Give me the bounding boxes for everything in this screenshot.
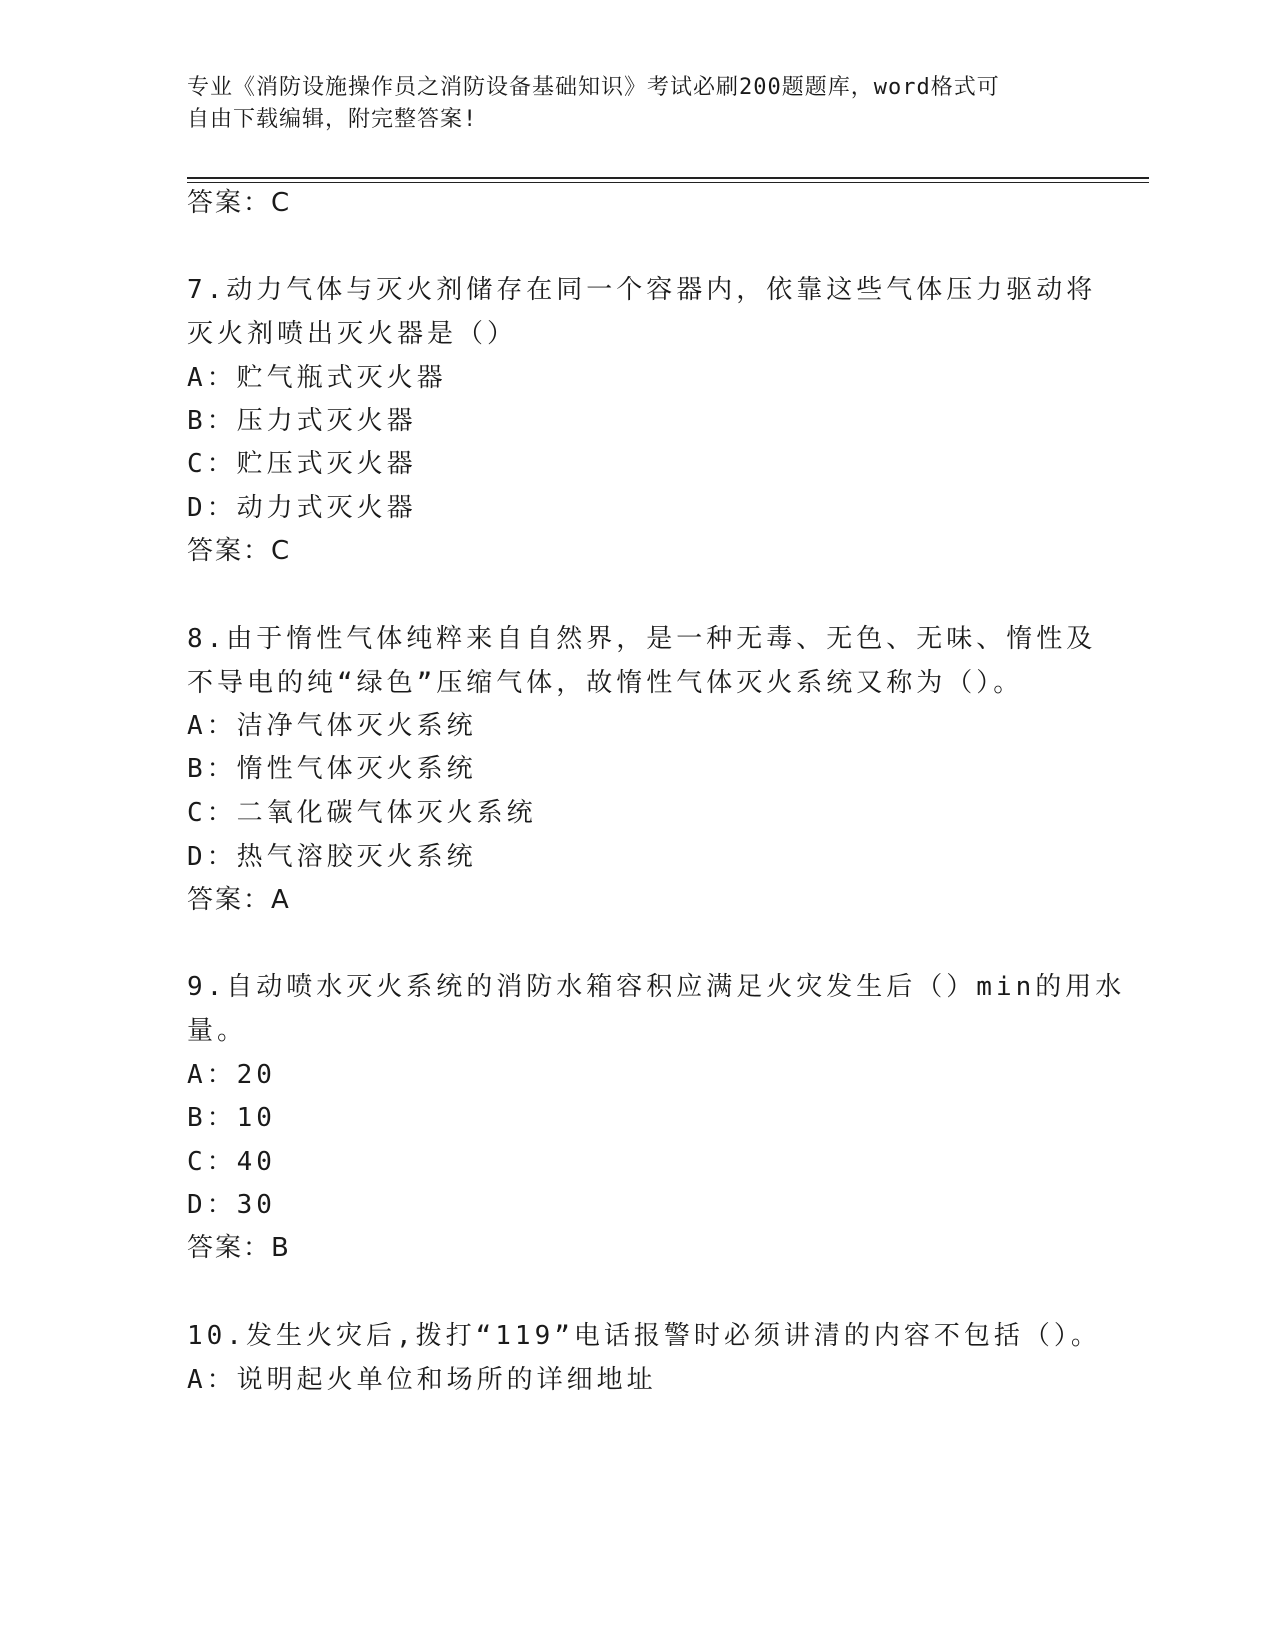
header-divider-thin: [187, 182, 1149, 183]
q7-stem-line-2: 灭火剂喷出灭火器是（）: [187, 319, 518, 349]
q8-option-d: D：热气溶胶灭火系统: [187, 842, 477, 872]
q8-option-b: B：惰性气体灭火系统: [187, 754, 477, 784]
q7-option-b: B：压力式灭火器: [187, 406, 417, 436]
q10-stem-line-1: 10.发生火灾后,拨打“119”电话报警时必须讲清的内容不包括（）。: [187, 1321, 1101, 1351]
q9-option-d: D：30: [187, 1190, 276, 1220]
q10-option-a: A：说明起火单位和场所的详细地址: [187, 1365, 657, 1395]
q9-option-a: A：20: [187, 1060, 276, 1090]
q9-option-b: B：10: [187, 1103, 276, 1133]
q8-stem-line-2: 不导电的纯“绿色”压缩气体，故惰性气体灭火系统又称为（）。: [187, 668, 1024, 698]
q7-option-a: A：贮气瓶式灭火器: [187, 363, 447, 393]
document-header: [187, 72, 1067, 136]
q8-option-a: A：洁净气体灭火系统: [187, 711, 477, 741]
q9-stem-line-1: 9.自动喷水灭火系统的消防水箱容积应满足火灾发生后（）min的用水: [187, 972, 1126, 1002]
header-divider-thick: [187, 177, 1149, 179]
q8-option-c: C：二氧化碳气体灭火系统: [187, 798, 537, 828]
q8-answer: 答案：A: [187, 885, 291, 915]
q7-answer: 答案：C: [187, 536, 292, 566]
q7-option-d: D：动力式灭火器: [187, 493, 417, 523]
q7-stem-line-1: 7.动力气体与灭火剂储存在同一个容器内，依靠这些气体压力驱动将: [187, 275, 1097, 305]
q8-stem-line-1: 8.由于惰性气体纯粹来自自然界，是一种无毒、无色、无味、惰性及: [187, 624, 1097, 654]
header-line-1: 专业《消防设施操作员之消防设备基础知识》考试必刷200题题库，word格式可: [187, 75, 1000, 100]
q9-option-c: C：40: [187, 1147, 276, 1177]
header-line-2: 自由下载编辑，附完整答案!: [187, 107, 478, 132]
prev-answer: 答案：C: [187, 188, 292, 218]
q9-answer: 答案：B: [187, 1233, 291, 1263]
q7-option-c: C：贮压式灭火器: [187, 449, 417, 479]
q9-stem-line-2: 量。: [187, 1016, 248, 1046]
